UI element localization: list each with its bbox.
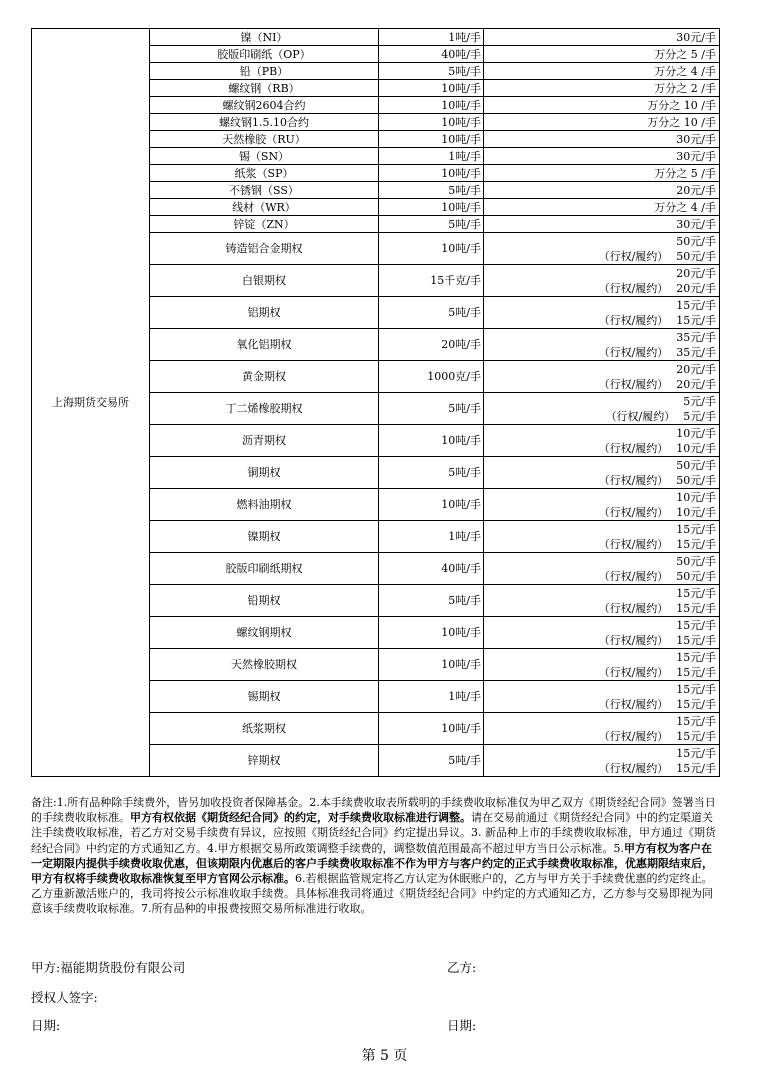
option-name-cell: 燃料油期权 — [150, 489, 379, 521]
table-row — [32, 29, 720, 46]
party-b-date-label: 日期: — [447, 1018, 477, 1033]
exercise-fee-line — [484, 729, 716, 744]
fee-cell: 万分之 2 /手 — [484, 80, 720, 97]
option-name-cell: 纸浆期权 — [150, 713, 379, 745]
fee-cell: 万分之 4 /手 — [484, 199, 720, 216]
contract-unit-cell: 15千克/手 — [379, 265, 484, 297]
exercise-fee-value: 15元/手 — [676, 313, 716, 327]
exercise-mode-label: （行权/履约） — [598, 473, 669, 487]
contract-unit-cell: 1吨/手 — [379, 521, 484, 553]
exercise-fee-value: 50元/手 — [676, 473, 716, 487]
contract-unit-cell: 10吨/手 — [379, 131, 484, 148]
exercise-fee-value: 15元/手 — [676, 761, 716, 775]
product-name-cell: 线材（WR） — [150, 199, 379, 216]
trade-fee-line: 35元/手 — [676, 330, 716, 344]
option-fee-cell — [484, 681, 720, 713]
fee-cell: 万分之 5 /手 — [484, 46, 720, 63]
fee-cell: 30元/手 — [484, 29, 720, 46]
contract-unit-cell: 5吨/手 — [379, 63, 484, 80]
contract-unit-cell: 10吨/手 — [379, 713, 484, 745]
exercise-mode-label: （行权/履约） — [598, 281, 669, 295]
exercise-fee-line — [484, 313, 716, 328]
fee-cell: 30元/手 — [484, 216, 720, 233]
contract-unit-cell: 10吨/手 — [379, 489, 484, 521]
option-fee-cell — [484, 425, 720, 457]
option-fee-cell — [484, 297, 720, 329]
note-bold-1: 甲方有权依据《期货经纪合同》的约定，对手续费收取标准进行调整。 — [130, 811, 471, 825]
option-fee-cell — [484, 617, 720, 649]
contract-unit-cell: 10吨/手 — [379, 425, 484, 457]
option-name-cell: 锌期权 — [150, 745, 379, 777]
contract-unit-cell: 40吨/手 — [379, 553, 484, 585]
contract-unit-cell: 5吨/手 — [379, 457, 484, 489]
fee-cell: 万分之 10 /手 — [484, 114, 720, 131]
product-name-cell: 螺纹钢（RB） — [150, 80, 379, 97]
contract-unit-cell: 40吨/手 — [379, 46, 484, 63]
exercise-fee-line — [484, 569, 716, 584]
fee-cell: 30元/手 — [484, 131, 720, 148]
trade-fee-line: 15元/手 — [676, 650, 716, 664]
trade-fee-line: 50元/手 — [676, 554, 716, 568]
option-name-cell: 铅期权 — [150, 585, 379, 617]
exercise-mode-label: （行权/履约） — [598, 441, 669, 455]
contract-unit-cell: 10吨/手 — [379, 165, 484, 182]
fee-cell: 30元/手 — [484, 148, 720, 165]
option-fee-cell — [484, 521, 720, 553]
contract-unit-cell: 5吨/手 — [379, 745, 484, 777]
option-fee-cell — [484, 265, 720, 297]
note-text-3: 6.若根据监管规定将乙方认定为休眠账户的，乙方与甲方关于手续费优惠的约定终止。乙方重新激活账户的，我司将按公示标准收取手续费。具体标准我司将通过《期货经纪合同》中约定的方式通知乙方，乙方参与交易即视为同意该手续费收取标准。7.所有品种的申报费按照交易所标准进行收取。 — [31, 872, 713, 916]
exercise-mode-label: （行权/履约） — [598, 377, 669, 391]
note-bold-2: 甲方有权为客户在一定期限内提供手续费收取优惠，但该期限内优惠后的客户手续费收取标准不作为甲方与客户约定的正式手续费收取标准，优惠期限结束后，甲方有权将手续费收取标准恢复至甲方官网公示标准。 — [31, 841, 713, 886]
option-name-cell: 胶版印刷纸期权 — [150, 553, 379, 585]
option-name-cell: 沥青期权 — [150, 425, 379, 457]
contract-unit-cell: 5吨/手 — [379, 585, 484, 617]
product-name-cell: 螺纹钢2604合约 — [150, 97, 379, 114]
exercise-fee-line — [484, 633, 716, 648]
exercise-mode-label: （行权/履约） — [598, 697, 669, 711]
contract-unit-cell: 1吨/手 — [379, 148, 484, 165]
exercise-fee-line — [484, 697, 716, 712]
party-b-label: 乙方: — [447, 960, 477, 975]
note-text-2: 请在交易前通过《期货经纪合同》中的约定渠道关注手续费收取标准，若乙方对交易手续费有异议，应按照《期货经纪合同》约定提出异议。3. 新品种上市的手续费收取标准，甲方通过《期货经纪合同》中约定的方式通知乙方。4.甲方根据交易所政策调整手续费的，调整数值范围最高不超过甲方当日公示标准。5. — [31, 811, 716, 855]
option-name-cell: 黄金期权 — [150, 361, 379, 393]
option-fee-cell — [484, 233, 720, 265]
contract-unit-cell: 10吨/手 — [379, 80, 484, 97]
option-name-cell: 螺纹钢期权 — [150, 617, 379, 649]
product-name-cell: 胶版印刷纸（OP） — [150, 46, 379, 63]
exercise-fee-value: 15元/手 — [676, 537, 716, 551]
notes-paragraph — [31, 795, 721, 917]
option-name-cell: 铸造铝合金期权 — [150, 233, 379, 265]
contract-unit-cell: 10吨/手 — [379, 617, 484, 649]
trade-fee-line: 10元/手 — [676, 490, 716, 504]
exercise-fee-value: 15元/手 — [676, 729, 716, 743]
exercise-fee-line — [484, 537, 716, 552]
trade-fee-line: 15元/手 — [676, 618, 716, 632]
exercise-mode-label: （行权/履约） — [598, 505, 669, 519]
contract-unit-cell: 5吨/手 — [379, 216, 484, 233]
page-number: 第 5 页 — [361, 1048, 408, 1064]
option-name-cell: 铝期权 — [150, 297, 379, 329]
trade-fee-line: 15元/手 — [676, 522, 716, 536]
exercise-mode-label: （行权/履约） — [598, 345, 669, 359]
trade-fee-line: 20元/手 — [676, 266, 716, 280]
party-a-date-label: 日期: — [31, 1018, 61, 1033]
exercise-fee-line — [484, 505, 716, 520]
trade-fee-line: 15元/手 — [676, 586, 716, 600]
exercise-fee-value: 10元/手 — [676, 505, 716, 519]
exercise-fee-value: 5元/手 — [683, 409, 716, 423]
product-name-cell: 锡（SN） — [150, 148, 379, 165]
option-fee-cell — [484, 745, 720, 777]
exercise-fee-line — [484, 281, 716, 296]
exercise-fee-line — [484, 761, 716, 776]
fee-cell: 万分之 5 /手 — [484, 165, 720, 182]
exercise-mode-label: （行权/履约） — [598, 569, 669, 583]
contract-unit-cell: 10吨/手 — [379, 97, 484, 114]
trade-fee-line: 15元/手 — [676, 298, 716, 312]
exercise-fee-value: 15元/手 — [676, 601, 716, 615]
note-text-1: 备注:1.所有品种除手续费外，皆另加收投资者保障基金。2.本手续费收取表所载明的手续费收取标准仅为甲乙双方《期货经纪合同》签署当日的手续费收取标准。 — [31, 796, 716, 825]
exercise-fee-line — [484, 441, 716, 456]
product-name-cell: 铅（PB） — [150, 63, 379, 80]
exercise-mode-label: （行权/履约） — [598, 601, 669, 615]
exercise-fee-value: 15元/手 — [676, 665, 716, 679]
option-name-cell: 锡期权 — [150, 681, 379, 713]
exercise-fee-value: 15元/手 — [676, 633, 716, 647]
party-a-label: 甲方:福能期货股份有限公司 — [31, 960, 186, 975]
exercise-fee-value: 50元/手 — [676, 569, 716, 583]
exercise-mode-label: （行权/履约） — [598, 633, 669, 647]
exercise-mode-label: （行权/履约） — [598, 665, 669, 679]
trade-fee-line: 50元/手 — [676, 234, 716, 248]
contract-unit-cell: 5吨/手 — [379, 393, 484, 425]
trade-fee-line: 5元/手 — [683, 394, 716, 408]
exercise-fee-value: 10元/手 — [676, 441, 716, 455]
option-name-cell: 氧化铝期权 — [150, 329, 379, 361]
contract-unit-cell: 10吨/手 — [379, 233, 484, 265]
contract-unit-cell: 20吨/手 — [379, 329, 484, 361]
product-name-cell: 纸浆（SP） — [150, 165, 379, 182]
exercise-fee-line — [484, 409, 716, 424]
authorized-signature-label: 授权人签字: — [31, 990, 98, 1005]
exercise-fee-value: 35元/手 — [676, 345, 716, 359]
trade-fee-line: 10元/手 — [676, 426, 716, 440]
option-fee-cell — [484, 457, 720, 489]
exercise-mode-label: （行权/履约） — [598, 761, 669, 775]
trade-fee-line: 15元/手 — [676, 714, 716, 728]
contract-unit-cell: 1吨/手 — [379, 29, 484, 46]
exercise-fee-value: 15元/手 — [676, 697, 716, 711]
exercise-fee-line — [484, 249, 716, 264]
option-name-cell: 白银期权 — [150, 265, 379, 297]
exercise-fee-value: 20元/手 — [676, 377, 716, 391]
option-fee-cell — [484, 393, 720, 425]
contract-unit-cell: 10吨/手 — [379, 649, 484, 681]
option-fee-cell — [484, 489, 720, 521]
contract-unit-cell: 10吨/手 — [379, 199, 484, 216]
exchange-name-cell: 上海期货交易所 — [32, 29, 150, 777]
option-fee-cell — [484, 361, 720, 393]
exercise-mode-label: （行权/履约） — [598, 729, 669, 743]
product-name-cell: 镍（NI） — [150, 29, 379, 46]
exercise-mode-label: （行权/履约） — [598, 537, 669, 551]
exercise-fee-line — [484, 601, 716, 616]
trade-fee-line: 50元/手 — [676, 458, 716, 472]
exercise-fee-line — [484, 665, 716, 680]
contract-unit-cell: 5吨/手 — [379, 297, 484, 329]
option-fee-cell — [484, 329, 720, 361]
trade-fee-line: 20元/手 — [676, 362, 716, 376]
option-name-cell: 丁二烯橡胶期权 — [150, 393, 379, 425]
product-name-cell: 锌锭（ZN） — [150, 216, 379, 233]
fee-cell: 20元/手 — [484, 182, 720, 199]
product-name-cell: 天然橡胶（RU） — [150, 131, 379, 148]
contract-unit-cell: 10吨/手 — [379, 114, 484, 131]
exercise-fee-line — [484, 345, 716, 360]
option-name-cell: 铜期权 — [150, 457, 379, 489]
option-name-cell: 天然橡胶期权 — [150, 649, 379, 681]
trade-fee-line: 15元/手 — [676, 682, 716, 696]
option-fee-cell — [484, 585, 720, 617]
trade-fee-line: 15元/手 — [676, 746, 716, 760]
exercise-fee-value: 20元/手 — [676, 281, 716, 295]
contract-unit-cell: 5吨/手 — [379, 182, 484, 199]
contract-unit-cell: 1000克/手 — [379, 361, 484, 393]
fee-schedule-table — [31, 28, 720, 777]
exercise-fee-value: 50元/手 — [676, 249, 716, 263]
product-name-cell: 螺纹钢1.5.10合约 — [150, 114, 379, 131]
option-fee-cell — [484, 553, 720, 585]
exercise-mode-label: （行权/履约） — [605, 409, 676, 423]
exercise-fee-line — [484, 473, 716, 488]
option-fee-cell — [484, 649, 720, 681]
exercise-mode-label: （行权/履约） — [598, 249, 669, 263]
product-name-cell: 不锈钢（SS） — [150, 182, 379, 199]
contract-unit-cell: 1吨/手 — [379, 681, 484, 713]
option-fee-cell — [484, 713, 720, 745]
fee-cell: 万分之 10 /手 — [484, 97, 720, 114]
option-name-cell: 镍期权 — [150, 521, 379, 553]
exercise-fee-line — [484, 377, 716, 392]
fee-cell: 万分之 4 /手 — [484, 63, 720, 80]
exercise-mode-label: （行权/履约） — [598, 313, 669, 327]
